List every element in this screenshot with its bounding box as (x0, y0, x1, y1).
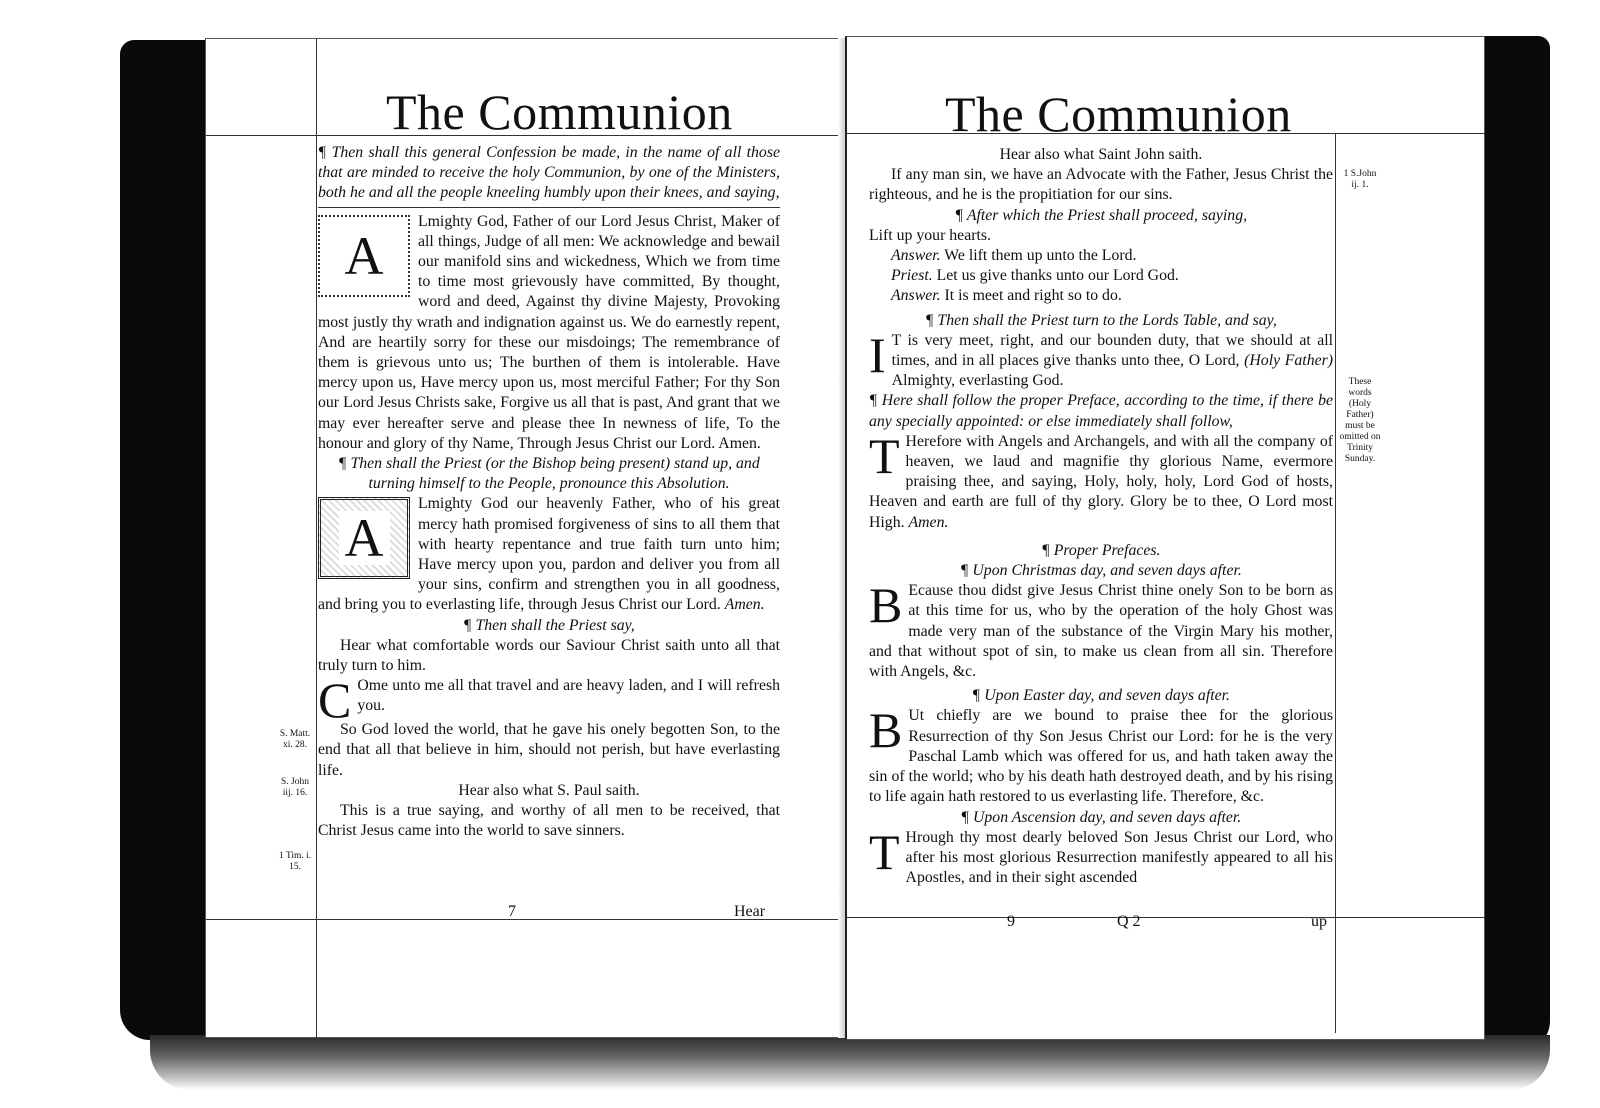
initial-capital-c: C (318, 672, 352, 729)
page-title: The Communion (945, 86, 1292, 142)
rubric-confession: ¶ Then shall this general Confession be made, in the name of all those that are minded to receive the holy Communion, by one of the Ministers, both he and all the people kneeling humbly upon their knees, and saying, (318, 144, 780, 202)
initial-capital-a: A (318, 215, 410, 297)
margin-rule (1335, 133, 1336, 1033)
john-verse: If any man sin, we have an Advocate with the Father, Jesus Christ the righteous, and he is the propitiation for our sins. (869, 166, 1333, 204)
sanctus: Herefore with Angels and Archangels, and with all the company of heaven, we laud and magnifie thy glorious Name, evermore praising thee, and saying, Holy, holy, holy, Lord God of hosts, Heaven and earth are full of thy glory. Glory be to thee, O Lord most High. Amen. (869, 432, 1333, 531)
signature-mark: Q 2 (1117, 913, 1141, 930)
ornate-initial-a: A (318, 497, 410, 579)
initial-capital-b: B (869, 577, 903, 634)
christmas-preface: Ecause thou didst give Jesus Christ thine onely Son to be born as at this time for us, who by the operation of the holy Ghost was made very man of the substance of the Virgin Mary his mother, and that without spot of sin, to make us clean from all sin. Therefore with Angels, &c. (869, 582, 1333, 681)
margin-ref-1-john: 1 S.John ij. 1. (1343, 169, 1377, 190)
footer-rule (847, 917, 1485, 918)
rubric-priest-say: ¶ Then shall the Priest say, (463, 616, 635, 634)
general-confession: Lmighty God, Father of our Lord Jesus Christ, Maker of all things, Judge of all men: We acknowledge and bewail our manifold sins and wickedness, Which we from time to time most grievously have committed, By thought, word and deed, Against thy divine Majesty, Provoking most justly thy wrath and indignation against us. We do earnestly repent, And are heartily sorry for these our misdoings; The remembrance of them is grievous unto us; The burthen of them is intolerable. Have mercy upon us, Have mercy upon us, most merciful Father; For thy Son our Lord Jesus Christs sake, Forgive us all that is past, And grant that we may ever hereafter serve and please thee In newness of life, To the honour and glory of thy Name, Through Jesus Christ our Lord. Amen. (318, 212, 780, 452)
initial-capital-b: B (869, 702, 903, 759)
absolution: Lmighty God our heavenly Father, who of his great mercy hath promised forgiveness of sins to all them that with hearty repentance and true faith turn unto him; Have mercy upon you, pardon and deliver you from all your sins, confirm and strengthen you in all goodness, and bring you to everlasting life, through Jesus Christ our Lord. Amen. (318, 495, 780, 614)
timothy-verse: This is a true saying, and worthy of all men to be received, that Christ Jesus came into the world to save sinners. (318, 802, 780, 840)
left-text-column (318, 143, 780, 842)
book-shadow (150, 1035, 1550, 1090)
john-intro: Hear also what Saint John saith. (999, 146, 1203, 163)
matthew-verse: Ome unto me all that travel and are heavy laden, and I will refresh you. (357, 677, 780, 715)
ascension-heading: ¶ Upon Ascension day, and seven days after. (960, 808, 1242, 826)
left-page (205, 38, 845, 1038)
john-verse: So God loved the world, that he gave his onely begotten Son, to the end that all that believe in him, should not perish, but have everlasting life. (318, 721, 780, 779)
right-page (845, 36, 1485, 1040)
easter-heading: ¶ Upon Easter day, and seven days after. (972, 687, 1230, 705)
catchword: up (1311, 913, 1327, 930)
response-answer-1: Answer. We lift them up unto the Lord. (891, 247, 1137, 265)
page-number: 7 (508, 903, 516, 920)
margin-ref-matthew: S. Matt. xi. 28. (279, 729, 311, 750)
christmas-heading: ¶ Upon Christmas day, and seven days after. (960, 562, 1242, 580)
response-answer-2: Answer. It is meet and right so to do. (891, 287, 1122, 305)
catchword: Hear (734, 903, 766, 920)
page-number: 9 (1007, 913, 1015, 930)
page-title: The Communion (386, 84, 733, 140)
proper-prefaces-heading: ¶ Proper Prefaces. (1041, 541, 1161, 559)
easter-preface: Ut chiefly are we bound to praise thee for the glorious Resurrection of thy Son Jesus Christ our Lord: for he is the very Paschal Lamb which was offered for us, and hath taken away the sin of the world; who by his death hath destroyed death, and by his rising to life again hath restored to us everlasting life. Therefore, &c. (869, 707, 1333, 806)
rubric-proceed: ¶ After which the Priest shall proceed, saying, (954, 206, 1248, 224)
rubric-proper-preface: ¶ Here shall follow the proper Preface, according to the time, if there be any specially appointed: or else immediately shall follow, (869, 392, 1333, 430)
initial-capital-i: I (869, 326, 886, 383)
rubric-absolution: ¶ Then shall the Priest (or the Bishop being present) stand up, and turning himself to the People, pronounce this Absolution. (338, 455, 760, 493)
margin-rule (316, 39, 317, 1039)
paul-intro: Hear also what S. Paul saith. (458, 781, 640, 799)
margin-note-trinity-sunday: These words (Holy Father) must be omitted on Trinity Sunday. (1339, 377, 1381, 464)
initial-capital-t: T (869, 427, 900, 484)
initial-capital-t: T (869, 823, 900, 880)
comfortable-words-intro: Hear what comfortable words our Saviour Christ saith unto all that truly turn to him. (318, 636, 780, 675)
rubric-lords-table: ¶ Then shall the Priest turn to the Lords Table, and say, (925, 311, 1277, 329)
margin-ref-timothy: 1 Tim. i. 15. (278, 851, 312, 872)
ascension-preface: Hrough thy most dearly beloved Son Jesus Christ our Lord, who after his most glorious Resurrection manifestly appeared to all his Apostles, and in their sight ascended (905, 828, 1333, 887)
margin-ref-john: S. John iij. 16. (281, 777, 309, 798)
meet-and-right: T is very meet, right, and our bounden duty, that we should at all times, and in all places give thanks unto thee, O Lord, (Holy Father) Almighty, everlasting God. (891, 331, 1334, 390)
versicle-lift-up: Lift up your hearts. (869, 226, 991, 244)
right-text-column (869, 145, 1333, 888)
book-edge-left (120, 40, 215, 1040)
versicle-priest: Priest. Let us give thanks unto our Lord God. (891, 267, 1179, 285)
rubric-divider (318, 204, 780, 208)
